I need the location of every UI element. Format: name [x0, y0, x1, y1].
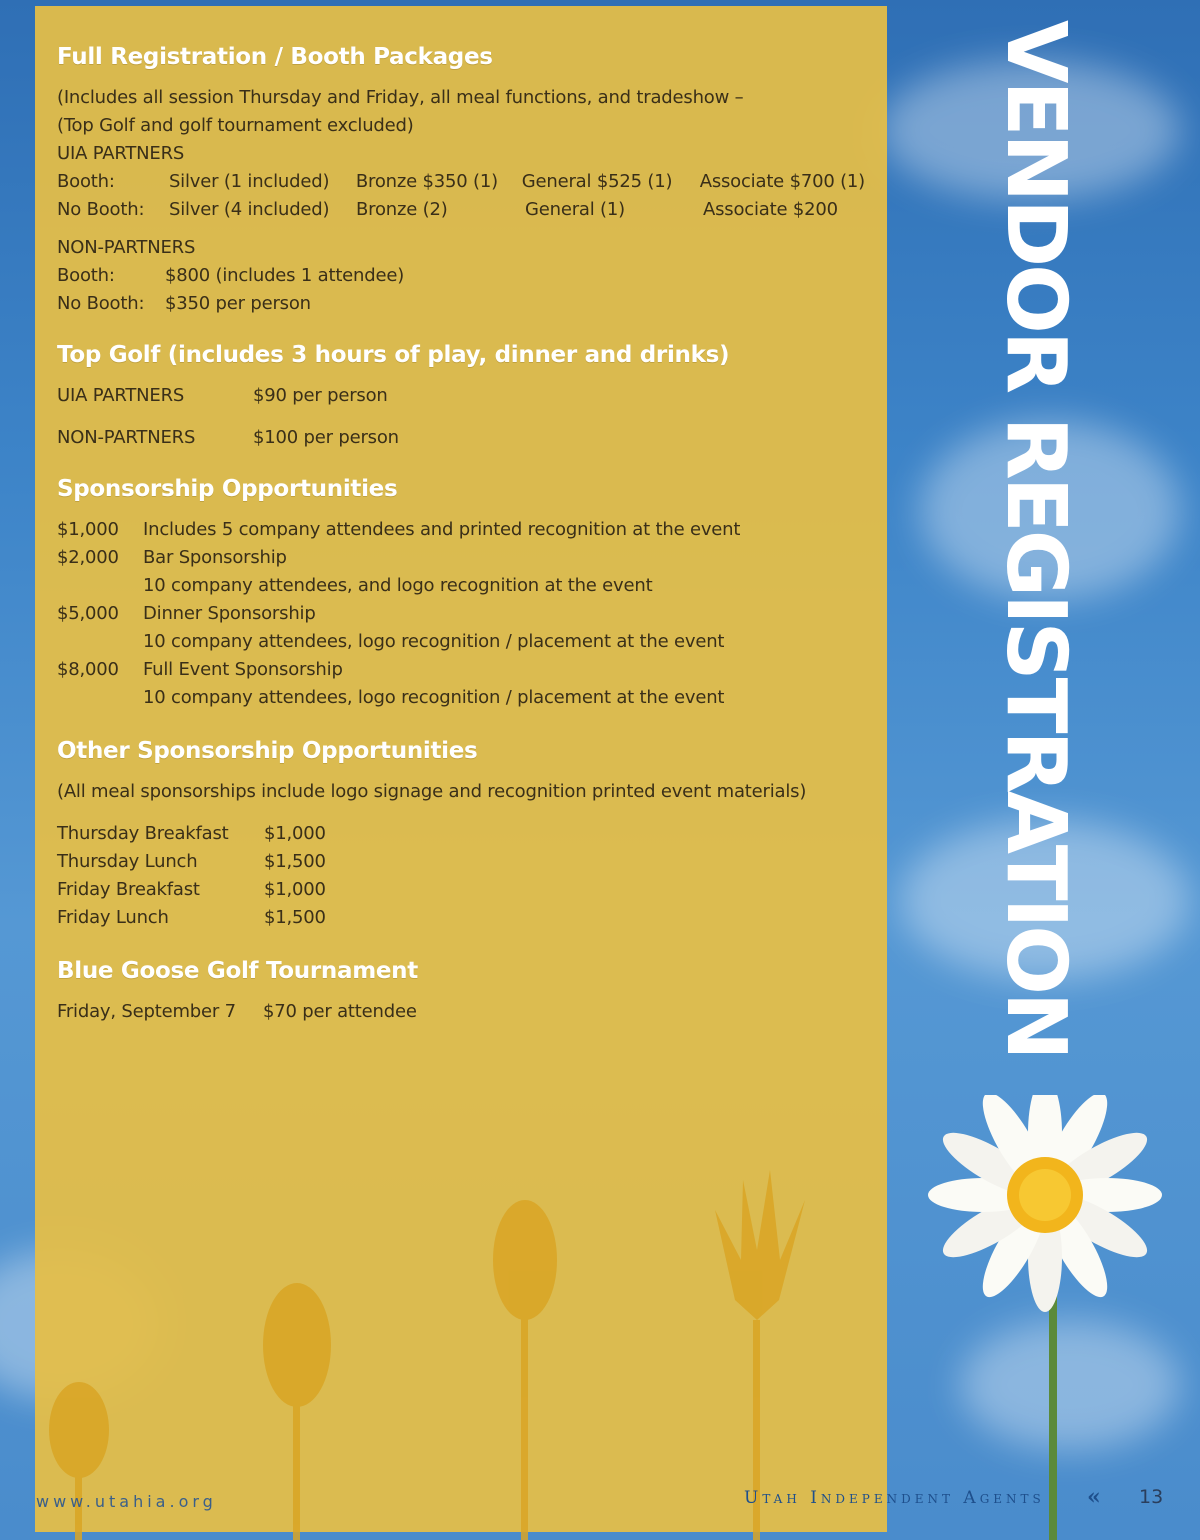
sponsorship-row — [57, 628, 865, 656]
other-sponsorship-section — [57, 738, 865, 932]
sponsorship-section — [57, 476, 865, 712]
meal-label: Thursday Breakfast — [57, 823, 229, 844]
sponsorship-row — [57, 600, 865, 628]
meal-row — [57, 904, 865, 932]
meal-label: Thursday Lunch — [57, 851, 198, 872]
chevron-left-icon: « — [1087, 1484, 1101, 1510]
row-label: Booth: — [57, 265, 115, 286]
section-title: Top Golf (includes 3 hours of play, dinner and drinks) — [57, 342, 730, 368]
amount-cell — [57, 684, 143, 712]
description-cell: 10 company attendees, logo recognition / placement at the event — [143, 687, 725, 708]
partner-booth-row — [57, 168, 865, 196]
amount-cell: $8,000 — [57, 659, 119, 680]
daisy-flower-image — [905, 1095, 1185, 1540]
footer-url: www.utahia.org — [36, 1492, 217, 1511]
full-registration-section — [57, 44, 865, 318]
price-cell: $1,500 — [264, 851, 326, 872]
meal-row — [57, 848, 865, 876]
top-golf-section — [57, 342, 865, 452]
row-label: Booth: — [57, 171, 115, 192]
note-text: (All meal sponsorships include logo signage and recognition printed event materials) — [57, 781, 807, 802]
tournament-row — [57, 998, 865, 1026]
associate-cell: Associate $700 (1) — [699, 171, 865, 192]
description-cell: 10 company attendees, and logo recognition at the event — [143, 575, 653, 596]
description-cell: Dinner Sponsorship — [143, 603, 316, 624]
associate-cell: Associate $200 — [703, 199, 838, 220]
price-cell: $1,000 — [264, 879, 326, 900]
general-cell: General $525 (1) — [521, 171, 673, 192]
bronze-cell: Bronze (2) — [356, 199, 448, 220]
section-title: Other Sponsorship Opportunities — [57, 738, 478, 764]
nonpartners-heading: NON-PARTNERS — [57, 237, 196, 258]
description-cell: Includes 5 company attendees and printed recognition at the event — [143, 519, 741, 540]
price-cell: $100 per person — [253, 427, 399, 448]
amount-cell — [57, 572, 143, 600]
description-cell: 10 company attendees, logo recognition / placement at the event — [143, 631, 725, 652]
amount-cell: $5,000 — [57, 603, 119, 624]
meal-label: Friday Lunch — [57, 907, 169, 928]
sponsorship-row — [57, 544, 865, 572]
partner-no-booth-row — [57, 196, 865, 224]
note-text: (Includes all session Thursday and Friday, all meal functions, and tradeshow – — [57, 87, 744, 108]
golf-tournament-section — [57, 958, 865, 1026]
vendor-registration-side-title: VENDOR REGISTRATION — [988, 20, 1083, 1058]
tournament-date: Friday, September 7 — [57, 1001, 236, 1022]
top-golf-row — [57, 382, 865, 410]
amount-cell: $2,000 — [57, 547, 119, 568]
tulip-flowers-image — [35, 1150, 887, 1540]
nonpartner-booth-row — [57, 262, 865, 290]
bronze-cell: Bronze $350 (1) — [355, 171, 498, 192]
price-cell: $1,000 — [264, 823, 326, 844]
price-cell: $1,500 — [264, 907, 326, 928]
description-cell: Bar Sponsorship — [143, 547, 287, 568]
partners-heading: UIA PARTNERS — [57, 143, 185, 164]
top-golf-row — [57, 424, 865, 452]
meal-row — [57, 820, 865, 848]
meal-row — [57, 876, 865, 904]
row-label: No Booth: — [57, 293, 145, 314]
sponsorship-row — [57, 684, 865, 712]
sponsorship-row — [57, 656, 865, 684]
section-title: Blue Goose Golf Tournament — [57, 958, 418, 984]
description-cell: Full Event Sponsorship — [143, 659, 343, 680]
sponsorship-row — [57, 572, 865, 600]
amount-cell: $1,000 — [57, 519, 119, 540]
meal-label: Friday Breakfast — [57, 879, 200, 900]
row-label: No Booth: — [57, 199, 145, 220]
silver-cell: Silver (4 included) — [169, 199, 330, 220]
note-text: (Top Golf and golf tournament excluded) — [57, 115, 414, 136]
price-cell: $90 per person — [253, 385, 388, 406]
row-label: UIA PARTNERS — [57, 385, 185, 406]
silver-cell: Silver (1 included) — [168, 171, 330, 192]
price-cell: $70 per attendee — [263, 1001, 417, 1022]
price-cell: $800 (includes 1 attendee) — [165, 265, 405, 286]
nonpartner-no-booth-row — [57, 290, 865, 318]
section-title: Sponsorship Opportunities — [57, 476, 398, 502]
sponsorship-row — [57, 516, 865, 544]
amount-cell — [57, 628, 143, 656]
footer-organization: Utah Independent Agents — [744, 1488, 1045, 1508]
general-cell: General (1) — [525, 199, 625, 220]
page-number: 13 — [1139, 1486, 1164, 1508]
row-label: NON-PARTNERS — [57, 427, 196, 448]
section-title: Full Registration / Booth Packages — [57, 44, 493, 70]
price-cell: $350 per person — [165, 293, 311, 314]
